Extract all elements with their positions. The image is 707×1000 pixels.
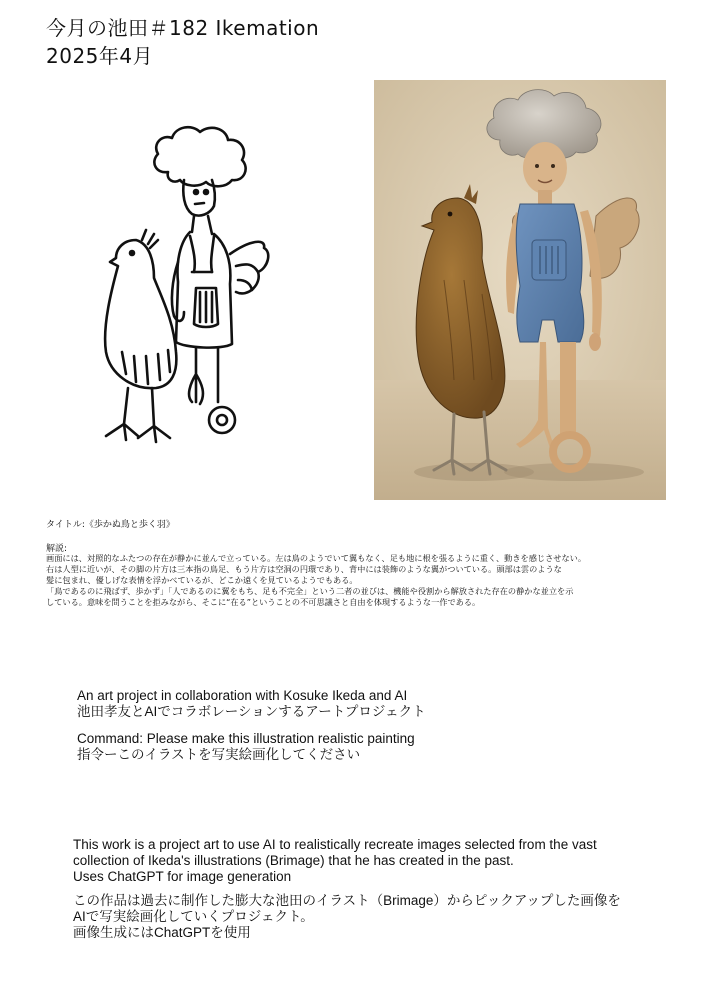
about-en-block: [73, 837, 597, 885]
about-ja-line: AIで写実絵画化していくプロジェクト。: [73, 909, 314, 924]
description-heading: 解説:: [46, 544, 68, 554]
realistic-painting-image: [374, 80, 666, 500]
page-title: 今月の池田＃182 Ikemation: [46, 16, 320, 40]
about-en-line: collection of Ikeda's illustrations (Brimage) that he has created in the past.: [73, 853, 514, 868]
project-line-ja: 池田孝友とAIでコラボレーションするアートプロジェクト: [77, 704, 426, 719]
original-sketch-illustration: [72, 112, 282, 462]
command-ja: 指令ーこのイラストを写実絵画化してください: [77, 747, 361, 762]
description-line: 髪に包まれ、優しげな表情を浮かべているが、どこか遠くを見ているようでもある。: [46, 575, 358, 585]
about-ja-line: 画像生成にはChatGPTを使用: [73, 925, 251, 940]
command-en: Command: Please make this illustration realistic painting: [77, 731, 415, 746]
command-block: [77, 731, 415, 763]
about-ja-block: [73, 893, 621, 941]
project-intro: [77, 688, 426, 720]
description-line: している。意味を問うことを拒みながら、そこに“在る”ということの不可思議さと自由を体現するような一作である。: [46, 597, 481, 607]
description-line: 右は人型に近いが、その脚の片方は三本指の鳥足、もう片方は空洞の円環であり、背中には装飾のような翼がついている。頭部は雲のような: [46, 564, 562, 574]
about-en-line: This work is a project art to use AI to realistically recreate images selected from the vast: [73, 837, 597, 852]
about-ja-line: この作品は過去に制作した膨大な池田のイラスト（Brimage）からピックアップした画像を: [73, 893, 621, 908]
issue-date: 2025年4月: [46, 44, 154, 68]
description-line: 「鳥であるのに飛ばず、歩かず」「人であるのに翼をもち、足も不完全」という二者の並びは、機能や役割から解放された存在の静かな並立を示: [46, 586, 574, 596]
about-en-line: Uses ChatGPT for image generation: [73, 869, 292, 884]
artwork-title: タイトル:《歩かぬ鳥と歩く羽》: [46, 520, 175, 530]
description-line: 画面には、対照的なふたつの存在が静かに並んで立っている。左は鳥のようでいて翼もなく、足も地に根を張るように重く、動きを感じさせない。: [46, 553, 587, 563]
project-line-en: An art project in collaboration with Kosuke Ikeda and AI: [77, 688, 408, 703]
artwork-description: [46, 553, 686, 608]
